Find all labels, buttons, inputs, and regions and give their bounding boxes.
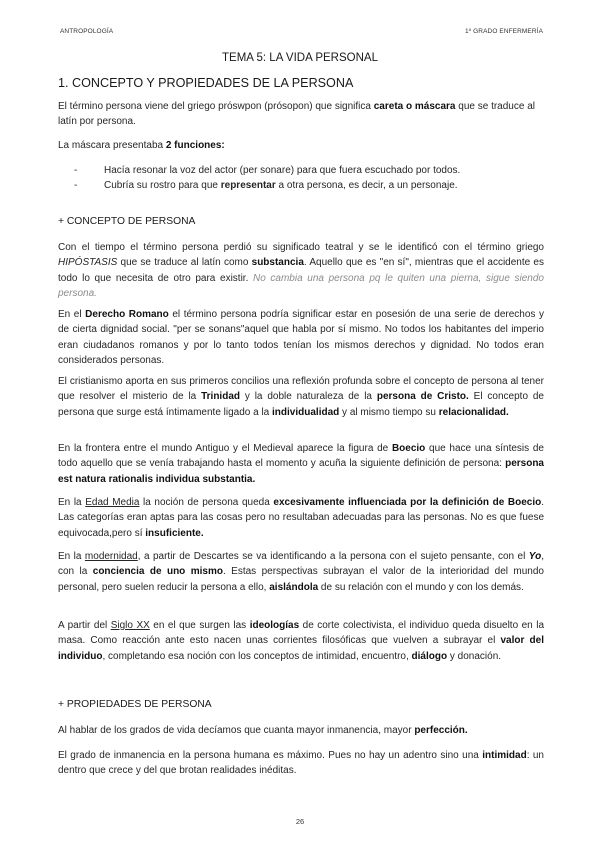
functions-list	[74, 163, 544, 194]
paragraph-modernidad: En la modernidad, a partir de Descartes se va identificando a la persona con el sujeto pensante, con el Yo, con la conciencia de uno mismo. Estas perspectivas subrayan el valor de la interioridad del mundo personal, pero suelen reducir la persona a ello, aislándola de su relación con el mundo y con los demás.	[58, 551, 544, 593]
paragraph-siglo-xx: A partir del Siglo XX en el que surgen las ideologías de corte colectivista, el individuo queda disuelto en la masa. Como reacción ante esto nacen unas corrientes filosóficas que vuelven a subrayar el valor del individuo, completando esa noción con los conceptos de intimidad, encuentro, diálogo y donación.	[58, 620, 545, 662]
paragraph-cristianismo: El cristianismo aporta en sus primeros concilios una reflexión profunda sobre el concepto de persona al tener que resolver el misterio de la Trinidad y la doble naturaleza de la persona de Cristo. El concepto de persona que surge está íntimamente ligado a la individualidad y al mismo tiempo su relacionalidad.	[58, 376, 544, 418]
paragraph-mask-functions: La máscara presentaba 2 funciones:	[58, 140, 225, 151]
paragraph-inmanencia: Al hablar de los grados de vida decíamos que cuanta mayor inmanencia, mayor perfección.	[58, 725, 468, 736]
section-heading: 1. CONCEPTO Y PROPIEDADES DE LA PERSONA	[58, 76, 354, 90]
header-course: 1º GRADO ENFERMERÍA	[465, 28, 543, 35]
handwritten-note: No cambia una persona pq le quiten una pierna, sigue siendo persona.	[58, 272, 544, 299]
page-number: 26	[295, 817, 305, 826]
subheading-concepto: + CONCEPTO DE PERSONA	[58, 216, 196, 227]
list-item: - Hacía resonar la voz del actor (per sonare) para que fuera escuchado por todos.	[74, 165, 461, 176]
paragraph-edad-media: En la Edad Media la noción de persona queda excesivamente influenciada por la definición de Boecio. Las categorías eran aptas para las cosas pero no resultaban adecuadas para las personas. No es que fuese equivocada,pero sí insuficiente.	[58, 497, 544, 539]
header-subject: ANTROPOLOGÍA	[60, 28, 114, 35]
page-title: TEMA 5: LA VIDA PERSONAL	[222, 52, 378, 64]
paragraph-boecio: En la frontera entre el mundo Antiguo y el Medieval aparece la figura de Boecio que hace una síntesis de todo aquello que se venía trabajando hasta el momento y acuña la siguiente definición de persona: persona est natura rationalis individua substantia.	[58, 443, 544, 485]
subheading-propiedades: + PROPIEDADES DE PERSONA	[58, 699, 212, 710]
paragraph-intimidad: El grado de inmanencia en la persona humana es máximo. Pues no hay un adentro sino una intimidad: un dentro que crece y del que brotan realidades inéditas.	[58, 750, 544, 777]
list-item: - Cubría su rostro para que representar a otra persona, es decir, a un personaje.	[74, 180, 458, 192]
paragraph-etymology: El término persona viene del griego prόswpon (prósopon) que significa careta o máscara que se traduce al latín por persona.	[58, 101, 535, 128]
paragraph-hipostasis: Con el tiempo el término persona perdió su significado teatral y se le identificó con el término griego HIPÓSTASIS que se traduce al latín como substancia. Aquello que es "en sí", mientras que el accidente es todo lo que necesita de otro para existir. No cambia una persona pq le quiten una pierna, sigue siendo persona.	[58, 242, 544, 299]
paragraph-derecho-romano: En el Derecho Romano el término persona podría significar estar en posesión de una serie de derechos y de cierta dignidad social. "per se sonans"aquel que habla por sí mismo. No todos los habitantes del imperio eran ciudadanos romanos y por lo tanto todos tenían los mismos derechos y dignidad. No todos eran considerados personas.	[58, 309, 544, 366]
